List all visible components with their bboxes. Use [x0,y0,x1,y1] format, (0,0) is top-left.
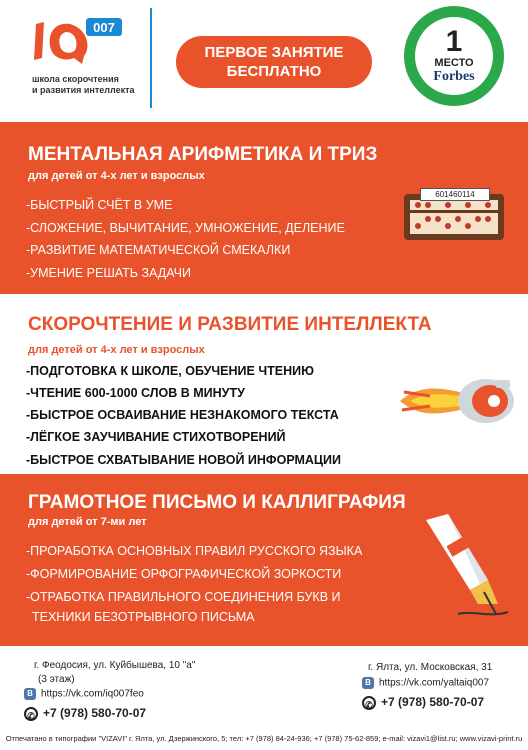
logo-mark [8,20,42,21]
list-item: -ЧТЕНИЕ 600-1000 СЛОВ В МИНУТУ [26,386,245,400]
right-phone-number[interactable]: +7 (978) 580-70-07 [381,695,485,709]
list-item: -ПОДГОТОВКА К ШКОЛЕ, ОБУЧЕНИЕ ЧТЕНИЮ [26,364,314,378]
logo-mark-text [24,20,25,21]
right-phone[interactable] [362,695,484,710]
logo-caption-line1: школа скорочтения [32,74,119,84]
list-item: -БЫСТРЫЙ СЧЁТ В УМЕ [26,198,173,212]
section-subtitle: для детей от 4-х лет и взрослых [28,344,205,356]
list-item: -СЛОЖЕНИЕ, ВЫЧИТАНИЕ, УМНОЖЕНИЕ, ДЕЛЕНИЕ [26,221,345,235]
section-mental-arithmetic [0,122,528,294]
logo-caption [32,74,135,96]
right-address: г. Ялта, ул. Московская, 31 [368,662,493,673]
section-subtitle: для детей от 4-х лет и взрослых [28,170,205,182]
promo-line1: ПЕРВОЕ ЗАНЯТИЕ [204,44,344,61]
header-divider [150,8,152,108]
section-title: ГРАМОТНОЕ ПИСЬМО И КАЛЛИГРАФИЯ [28,492,406,513]
free-lesson-badge [176,36,372,88]
jet-engine-icon [400,372,516,430]
badge-brand: Forbes [433,69,475,84]
logo-caption-line2: и развития интеллекта [32,85,135,95]
logo-badge: 007 [93,20,115,35]
left-phone[interactable] [24,706,146,721]
left-phone-number[interactable]: +7 (978) 580-70-07 [43,706,147,720]
vk-icon: B [362,677,374,689]
section-calligraphy [0,474,528,646]
list-item: -РАЗВИТИЕ МАТЕМАТИЧЕСКОЙ СМЕКАЛКИ [26,243,291,257]
abacus-display: 601460114 [420,188,490,201]
list-item: -БЫСТРОЕ ОСВАИВАНИЕ НЕЗНАКОМОГО ТЕКСТА [26,408,339,422]
left-address: г. Феодосия, ул. Куйбышева, 10 "а" [34,660,196,671]
list-item: -ЛЁГКОЕ ЗАУЧИВАНИЕ СТИХОТВОРЕНИЙ [26,430,286,444]
badge-number: 1 [445,25,463,58]
right-vk-url[interactable]: https://vk.com/yaltaiq007 [379,677,490,689]
forbes-badge [404,6,504,106]
phone-icon: ✆ [362,696,376,710]
fountain-pen-icon [418,514,514,624]
list-item: -БЫСТРОЕ СХВАТЫВАНИЕ НОВОЙ ИНФОРМАЦИИ [26,453,342,467]
abacus-icon [402,188,506,244]
phone-icon: ✆ [24,707,38,721]
right-vk-link[interactable] [362,677,489,689]
left-floor: (3 этаж) [38,674,75,685]
badge-place: МЕСТО [434,57,474,69]
vk-icon: B [24,688,36,700]
list-item: ТЕХНИКИ БЕЗОТРЫВНОГО ПИСЬМА [32,610,255,624]
left-vk-link[interactable] [24,688,144,700]
section-title: МЕНТАЛЬНАЯ АРИФМЕТИКА И ТРИЗ [28,144,378,165]
list-item: -УМЕНИЕ РЕШАТЬ ЗАДАЧИ [26,266,191,280]
print-note: Отпечатано в типографии "VIZAVI" г. Ялта, ул. Дзержинского, 5; тел: +7 (978) 84-24-936; +7 (978) 75-62-859; e-mail: vizavi1@list.ru; www.vizavi-print.ru [5,734,523,743]
section-speed-reading [0,294,528,474]
section-title: СКОРОЧТЕНИЕ И РАЗВИТИЕ ИНТЕЛЛЕКТА [28,314,432,335]
left-vk-url[interactable]: https://vk.com/iq007feo [41,688,144,700]
forbes-badge-inner [415,17,493,95]
list-item: -ФОРМИРОВАНИЕ ОРФОГРАФИЧЕСКОЙ ЗОРКОСТИ [26,567,342,581]
list-item: -ПРОРАБОТКА ОСНОВНЫХ ПРАВИЛ РУССКОГО ЯЗЫКА [26,544,363,558]
promo-line2: БЕСПЛАТНО [226,63,322,80]
list-item: -ОТРАБОТКА ПРАВИЛЬНОГО СОЕДИНЕНИЯ БУКВ И [26,590,341,604]
section-subtitle: для детей от 7-ми лет [28,516,147,528]
